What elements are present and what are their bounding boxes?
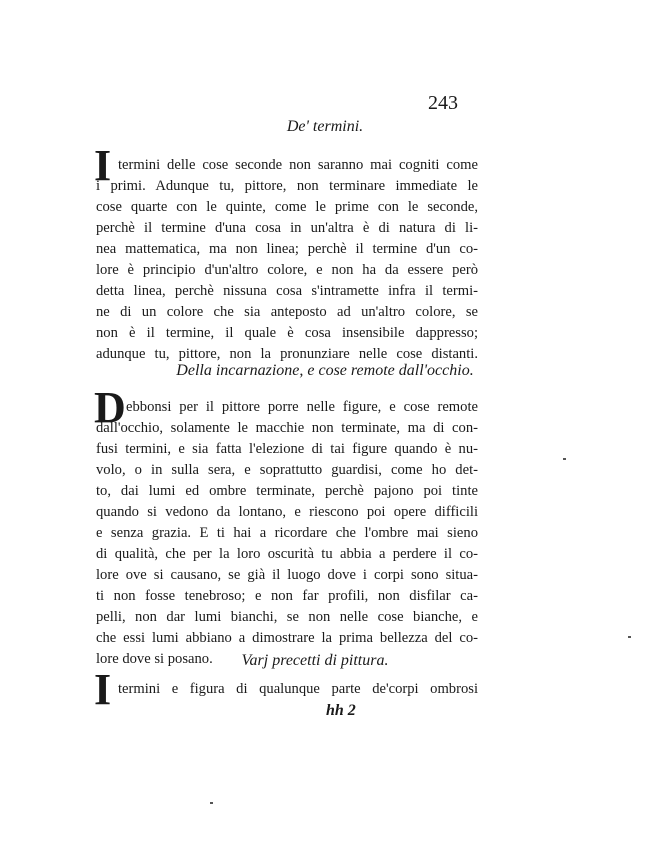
text-line: dall'occhio, solamente le macchie non terminate, ma di con-	[96, 420, 478, 436]
text-line: quando si vedono da lontano, e riescono poi opere difficili	[96, 504, 478, 520]
text-line: lore è principio d'un'altro colore, e non ha da essere però	[96, 262, 478, 278]
text-line: termini e figura di qualunque parte de'corpi ombrosi	[118, 681, 478, 697]
scan-speck	[628, 636, 631, 638]
text-line: fusi termini, e sia fatta l'elezione di tai figure quando è nu-	[96, 441, 478, 457]
text-line: di qualità, che per la loro oscurità tu abbia a perdere il co-	[96, 546, 478, 562]
text-line: lore dove si posano.	[96, 651, 213, 667]
text-line: nea mattematica, ma non linea; perchè il termine d'un co-	[96, 241, 478, 257]
text-line: lore ove si causano, se già il luogo dove i corpi sono situa-	[96, 567, 478, 583]
text-line: to, dai lumi ed ombre terminate, perchè pajono poi tinte	[96, 483, 478, 499]
signature-mark: hh 2	[326, 702, 356, 719]
text-line: i primi. Adunque tu, pittore, non terminare immediate le	[96, 178, 478, 194]
text-line: volo, o in sulla sera, e soprattutto guardisi, come ho det-	[96, 462, 478, 478]
text-line: detta linea, perchè nissuna cosa s'intramette infra il termi-	[96, 283, 478, 299]
text-line: ebbonsi per il pittore porre nelle figure, e cose remote	[126, 399, 478, 415]
text-line: ti non fosse tenebroso; e non far profili, non disfilar ca-	[96, 588, 478, 604]
section-title-precetti: Varj precetti di pittura.	[241, 652, 389, 669]
text-line: pelli, non dar lumi bianchi, se non nelle cose bianche, e	[96, 609, 478, 625]
text-line: termini delle cose seconde non saranno mai cogniti come	[118, 157, 478, 173]
section-title-termini: De' termini.	[286, 118, 364, 135]
text-line: non è il termine, il quale è cosa insensibile dappresso;	[96, 325, 478, 341]
text-line: adunque tu, pittore, non la pronunziare nelle cose distanti.	[96, 346, 478, 362]
text-line: cose quarte con le quinte, come le prime con le seconde,	[96, 199, 478, 215]
drop-capital: I	[94, 665, 112, 714]
drop-capital: I	[94, 141, 112, 190]
drop-capital: D	[94, 383, 126, 432]
text-line: e senza grazia. E ti hai a ricordare che l'ombre mai sieno	[96, 525, 478, 541]
page-number: 243	[428, 92, 458, 114]
text-line: ne di un colore che sia anteposto ad un'altro colore, se	[96, 304, 478, 320]
scan-speck	[563, 458, 566, 460]
text-line: perchè il termine d'una cosa in un'altra è di natura di li-	[96, 220, 478, 236]
section-title-incarnazione: Della incarnazione, e cose remote dall'occhio.	[176, 362, 474, 379]
scan-speck	[210, 802, 213, 804]
text-line: che essi lumi abbiano a dimostrare la prima bellezza del co-	[96, 630, 478, 646]
